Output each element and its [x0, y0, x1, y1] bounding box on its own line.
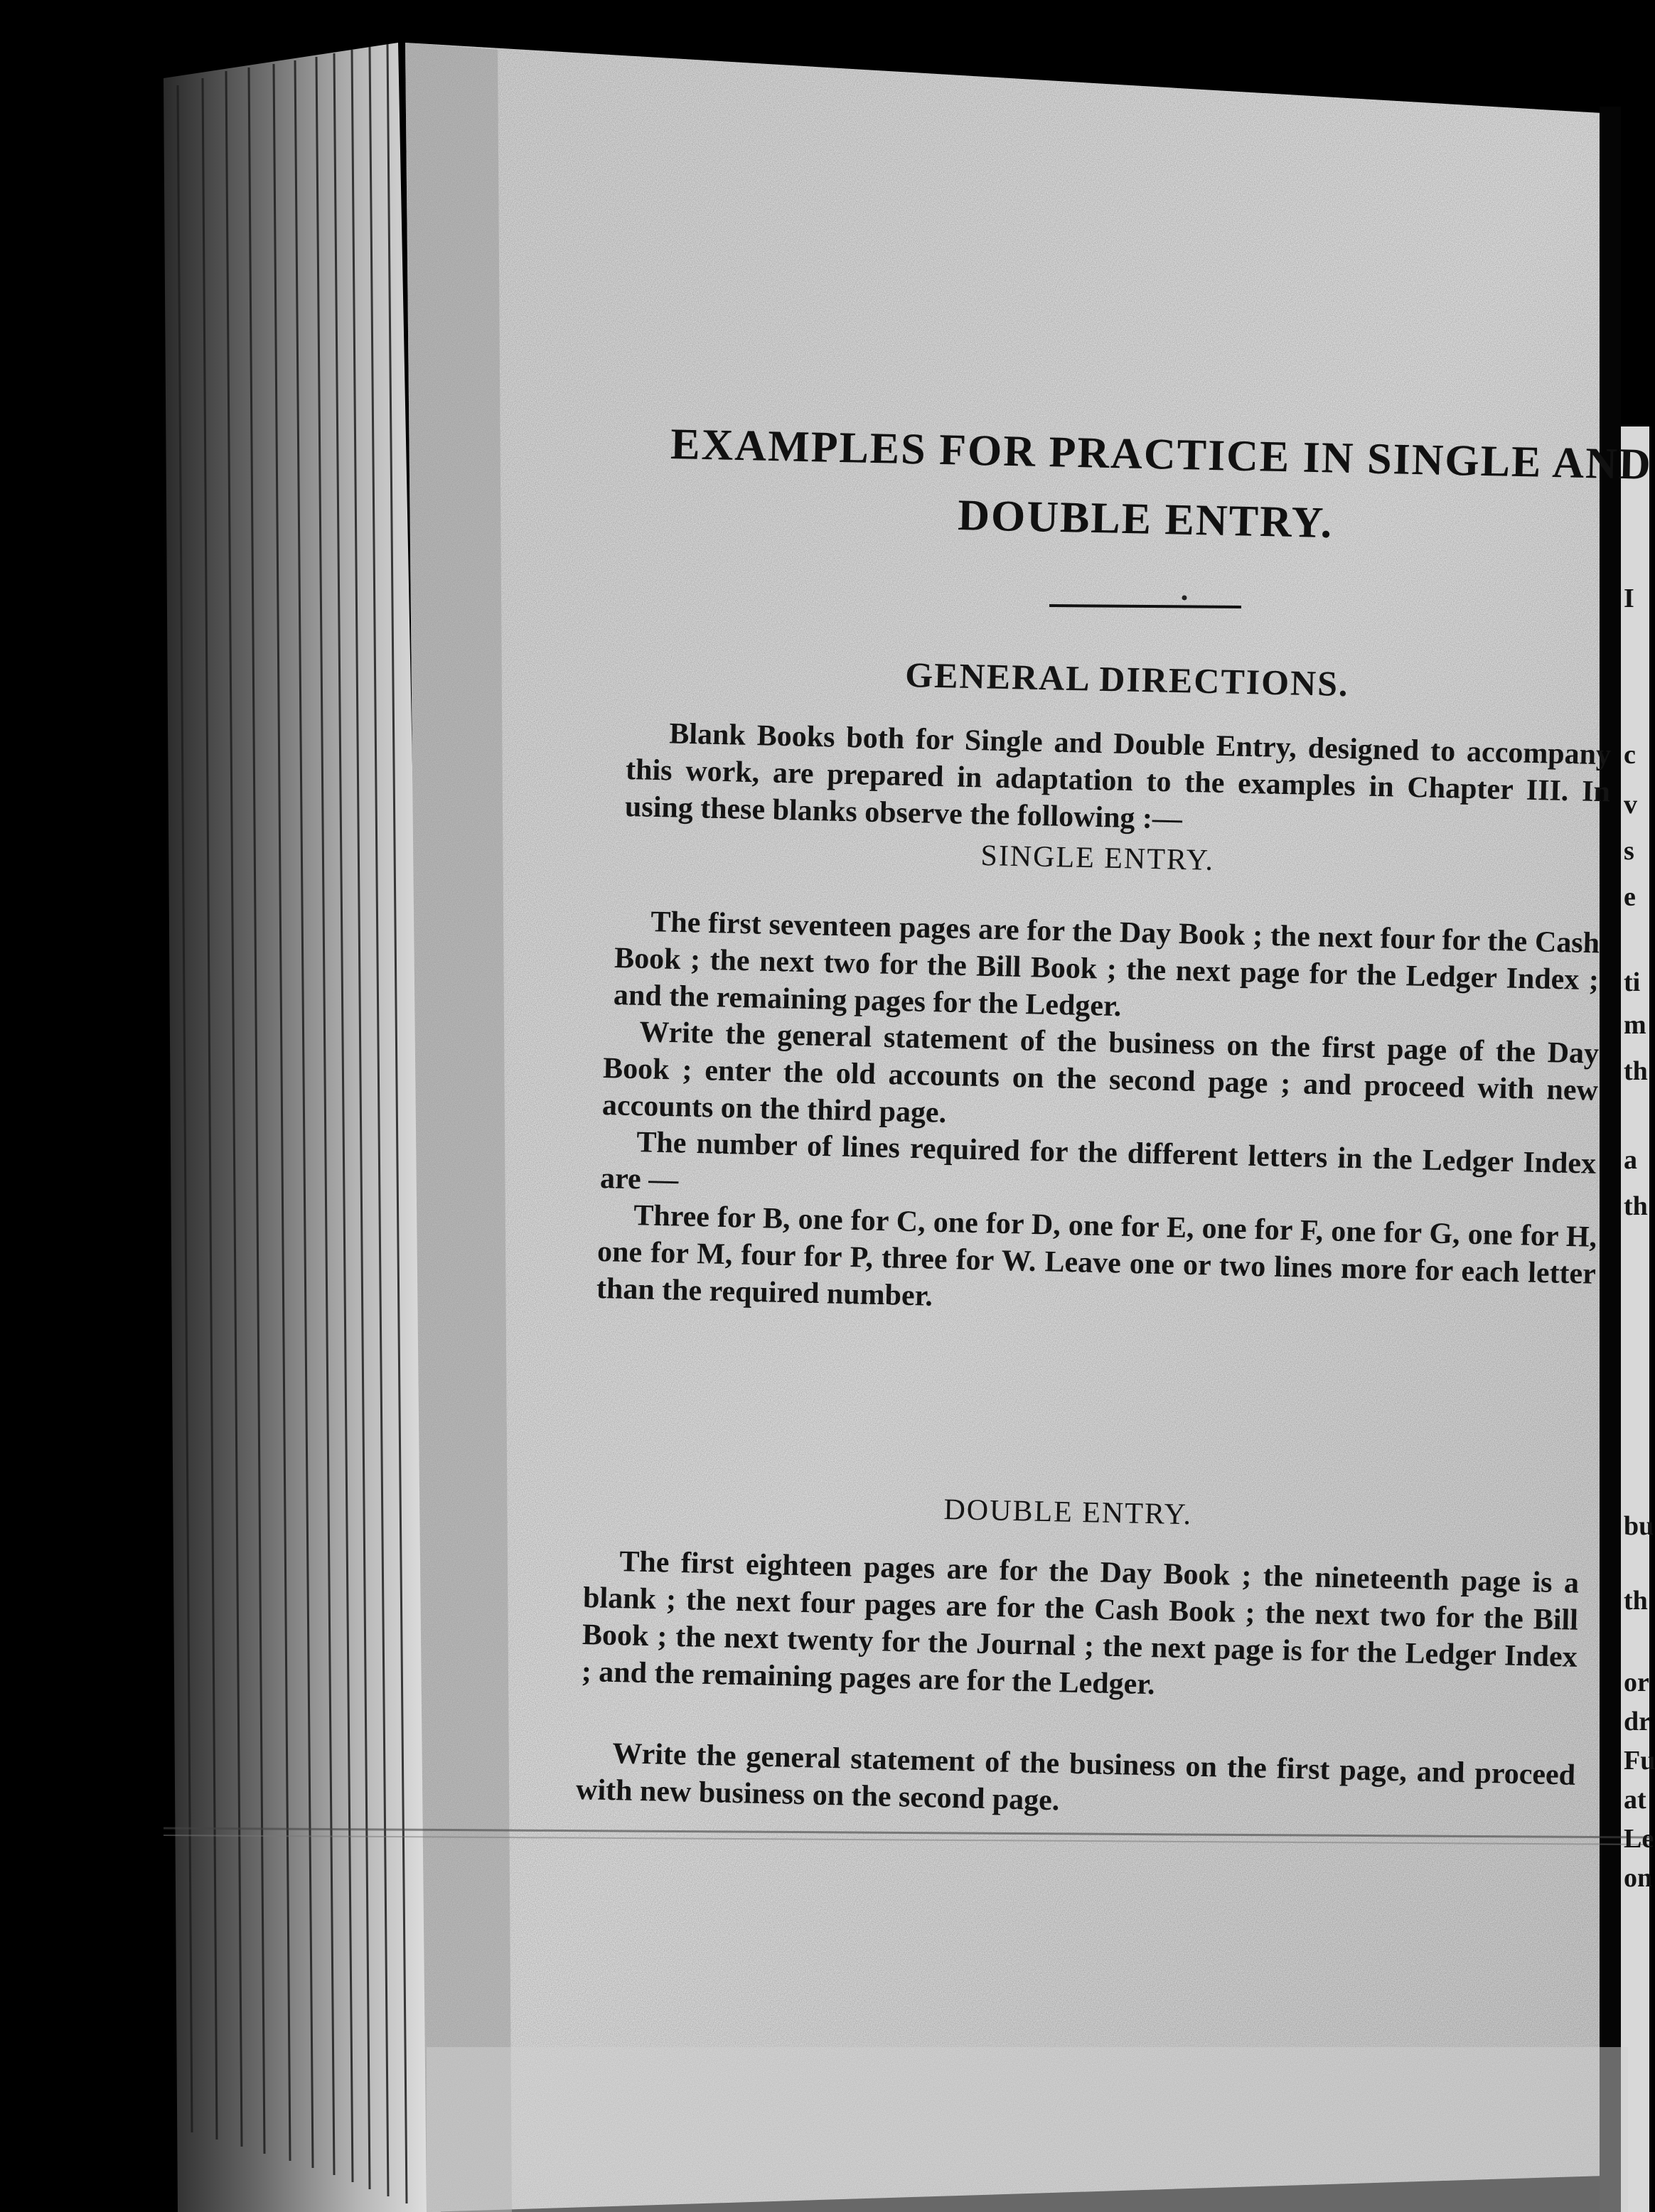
facing-page-fragment: th: [1624, 1191, 1648, 1221]
title-rule-ornament: [1049, 596, 1241, 610]
facing-page-fragment: I: [1624, 584, 1634, 613]
facing-page-fragment: ti: [1624, 967, 1641, 997]
page-title-line-1: EXAMPLES FOR PRACTICE IN SINGLE AND: [670, 419, 1653, 489]
facing-page-fragment: at: [1624, 1785, 1646, 1815]
facing-page-fragment: th: [1624, 1586, 1648, 1616]
facing-page-fragment: th: [1624, 1056, 1648, 1086]
facing-page-fragment: a: [1624, 1145, 1637, 1175]
facing-page-fragment: v: [1624, 790, 1637, 820]
general-directions-paragraph: Blank Books both for Single and Double Entry, designed to accompany this work, are prepared in adaptation to the examples in Chapter III. In using these blanks observe the following :—: [624, 717, 1612, 836]
facing-page-fragment: s: [1624, 836, 1634, 866]
facing-page-fragment: or: [1624, 1668, 1649, 1697]
single-entry-paragraph: The number of lines required for the different letters in the Ledger Index are —: [599, 1126, 1597, 1197]
single-entry-paragraph: Three for B, one for C, one for D, one for E, one for F, one for G, one for H, one for M, four for P, three for W. Leave one or two lines more for each letter than the required number.: [596, 1199, 1597, 1313]
double-entry-paragraph: The first eighteen pages are for the Day Book ; the nineteenth page is a blank ; the next four pages are for the Cash Book ; the next two for the Bill Book ; the next twenty for the Journal ; the next page is for the Ledger Index ; and the remaining pages are for the Ledger.: [581, 1545, 1580, 1702]
single-entry-heading: SINGLE ENTRY.: [980, 839, 1215, 877]
facing-page-fragment: Fu: [1624, 1746, 1655, 1776]
facing-page-fragment: m: [1624, 1010, 1646, 1040]
facing-page-fragment: dr: [1624, 1707, 1651, 1736]
single-entry-paragraph: Write the general statement of the business on the first page of the Day Book ; enter the old accounts on the second page ; and proceed with new accounts on the third page.: [601, 1016, 1600, 1129]
facing-page-fragment: bu: [1624, 1511, 1654, 1541]
facing-page-fragment: c: [1624, 740, 1636, 770]
facing-page-fragment: Le: [1624, 1824, 1654, 1854]
page-title-line-2: DOUBLE ENTRY.: [957, 490, 1334, 548]
single-entry-paragraph: The first seventeen pages are for the Day Book ; the next four for the Cash Book ; the next two for the Bill Book ; the next page for the Ledger Index ; and the remaining pages for the Ledger.: [613, 906, 1600, 1024]
general-directions-heading: GENERAL DIRECTIONS.: [904, 654, 1350, 704]
facing-page-fragment: e: [1624, 882, 1636, 912]
double-entry-paragraph: Write the general statement of the business on the first page, and proceed with new business on the second page.: [575, 1737, 1576, 1818]
double-entry-heading: DOUBLE ENTRY.: [943, 1493, 1193, 1532]
facing-page-fragment: on: [1624, 1863, 1653, 1893]
